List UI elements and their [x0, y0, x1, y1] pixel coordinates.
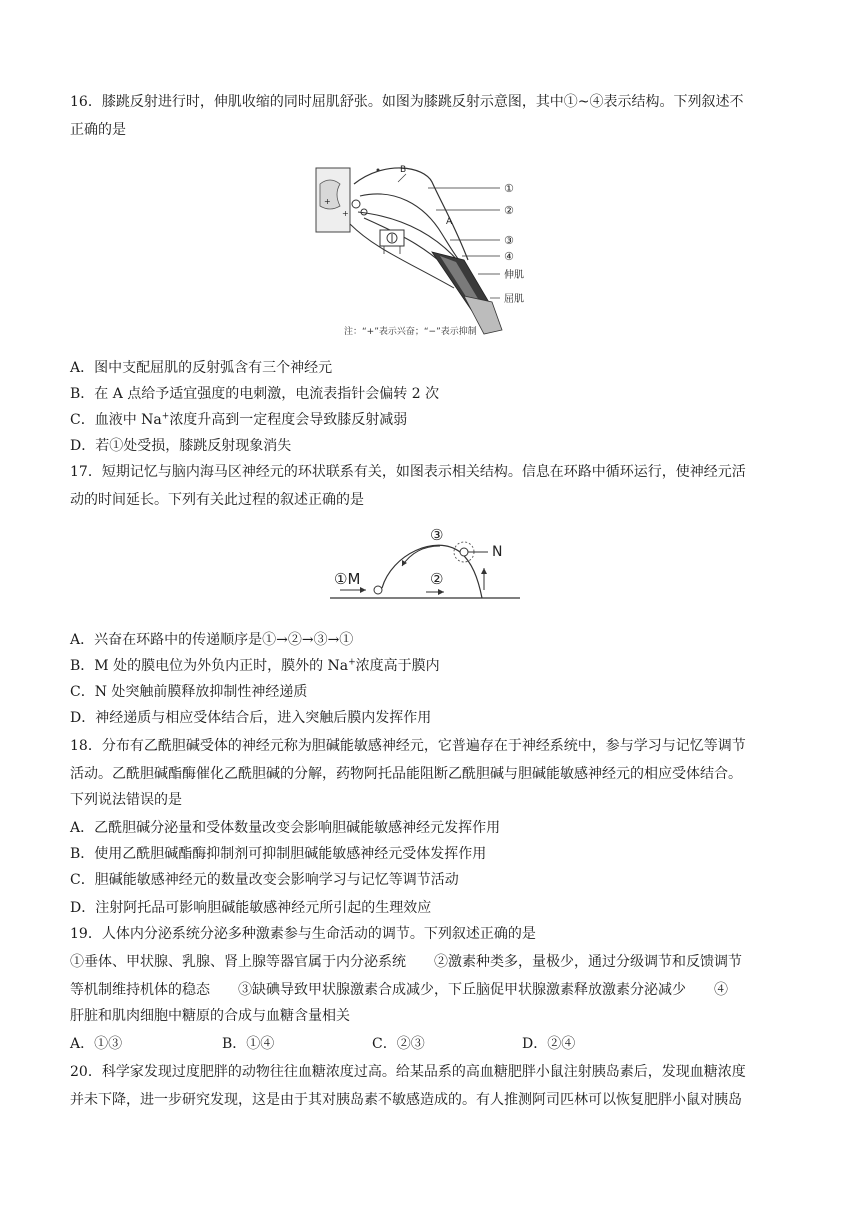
fig1-label-flexor: 屈肌: [504, 294, 524, 305]
fig2-label-2: ②: [430, 570, 444, 588]
q16-option-b: B．在 A 点给予适宜强度的电刺激，电流表指针会偏转 2 次: [70, 386, 440, 402]
q19-statement-line-3: 肝脏和肌肉细胞中糖原的合成与血糖含量相关: [70, 1008, 350, 1024]
q18-stem-line-1: 18．分布有乙酰胆碱受体的神经元称为胆碱能敏感神经元，它普遍存在于神经系统中，参与学习与记忆等调节: [70, 738, 746, 754]
q18-option-a: A．乙酰胆碱分泌量和受体数量改变会影响胆碱能敏感神经元发挥作用: [70, 820, 501, 836]
fig1-label-extensor: 伸肌: [504, 270, 524, 281]
q20-stem-line-2: 并未下降，进一步研究发现，这是由于其对胰岛素不敏感造成的。有人推测阿司匹林可以恢复肥胖小鼠对胰岛: [70, 1092, 742, 1108]
q18-option-b: B．使用乙酰胆碱酯酶抑制剂可抑制胆碱能敏感神经元受体发挥作用: [70, 846, 487, 862]
q17-option-b: [70, 656, 440, 676]
q17-option-a: A．兴奋在环路中的传递顺序是①→②→③→①: [70, 632, 354, 648]
sodium-superscript: +: [348, 657, 356, 668]
sodium-superscript: +: [161, 411, 170, 422]
q18-stem-line-2: 活动。乙酰胆碱酯酶催化乙酰胆碱的分解，药物阿托品能阻断乙酰胆碱与胆碱能敏感神经元的相应受体结合。: [70, 766, 742, 782]
q16-option-d: D．若①处受损，膝跳反射现象消失: [70, 438, 292, 454]
q16-option-c-post: 浓度升高到一定程度会导致膝反射减弱: [169, 412, 408, 428]
q19-option-b: B．①④: [222, 1036, 275, 1052]
fig1-label-b: B: [400, 165, 407, 175]
q19-stem-line-1: 19．人体内分泌系统分泌多种激素参与生命活动的调节。下列叙述正确的是: [70, 926, 536, 942]
q16-option-c: [70, 410, 407, 430]
fig2-label-m: ①M: [334, 570, 361, 588]
svg-text:+: +: [324, 197, 331, 206]
q19-option-c: C．②③: [372, 1036, 425, 1052]
fig1-label-3: ③: [504, 234, 514, 247]
q19-option-d: D．②④: [522, 1036, 576, 1052]
knee-jerk-reflex-diagram: [314, 164, 554, 340]
q18-option-d: D．注射阿托品可影响胆碱能敏感神经元所引起的生理效应: [70, 900, 432, 916]
fig1-label-1: ①: [504, 182, 514, 195]
q19-statement-line-1: ①垂体、甲状腺、乳腺、肾上腺等器官属于内分泌系统 ②激素种类多，量极少，通过分级调节和反馈调节: [70, 954, 742, 970]
hippocampus-loop-diagram: [326, 524, 526, 606]
q17-option-b-pre: B．M 处的膜电位为外负内正时，膜外的 Na: [70, 658, 349, 674]
q18-stem-line-3: 下列说法错误的是: [70, 792, 182, 808]
q17-stem-line-1: 17．短期记忆与脑内海马区神经元的环状联系有关，如图表示相关结构。信息在环路中循环运行，使神经元活: [70, 464, 746, 480]
fig2-label-n: N: [492, 544, 503, 560]
fig2-label-3: ③: [430, 526, 444, 544]
fig1-label-a: A: [446, 217, 453, 227]
q19-option-a: A．①③: [70, 1036, 123, 1052]
q17-option-c: C．N 处突触前膜释放抑制性神经递质: [70, 684, 308, 700]
fig1-label-2: ②: [504, 204, 514, 217]
fig1-note: 注：“+”表示兴奋；“−”表示抑制: [344, 327, 477, 337]
q18-option-c: C．胆碱能敏感神经元的数量改变会影响学习与记忆等调节活动: [70, 872, 459, 888]
q16-option-a: A．图中支配屈肌的反射弧含有三个神经元: [70, 360, 333, 376]
q20-stem-line-1: 20．科学家发现过度肥胖的动物往往血糖浓度过高。给某品系的高血糖肥胖小鼠注射胰岛素后，发现血糖浓度: [70, 1064, 746, 1080]
q16-option-c-pre: C．血液中 Na: [70, 412, 162, 428]
fig1-label-4: ④: [504, 250, 514, 263]
q17-option-d: D．神经递质与相应受体结合后，进入突触后膜内发挥作用: [70, 710, 432, 726]
q17-option-b-post: 浓度高于膜内: [355, 658, 440, 674]
q17-stem-line-2: 动的时间延长。下列有关此过程的叙述正确的是: [70, 492, 364, 508]
q19-statement-line-2: 等机制维持机体的稳态 ③缺碘导致甲状腺激素合成减少，下丘脑促甲状腺激素释放激素分泌减少 ④: [70, 982, 728, 998]
svg-text:+: +: [342, 209, 349, 218]
q16-stem-line-2: 正确的是: [70, 122, 126, 138]
q16-stem-line-1: 16．膝跳反射进行时，伸肌收缩的同时屈肌舒张。如图为膝跳反射示意图，其中①~④表示结构。下列叙述不: [70, 94, 744, 110]
